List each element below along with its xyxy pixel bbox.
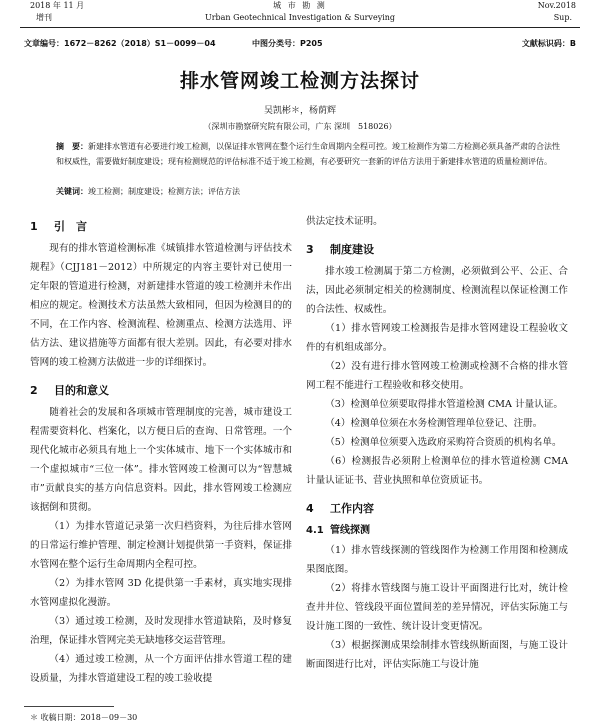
section-3-title: 制度建设 (330, 243, 374, 256)
section-4-1-number: 4.1 (306, 525, 324, 536)
section-4-number: 4 (306, 502, 314, 515)
section-3-paragraph: 排水竣工检测属于第二方检测，必须做到公平、公正、合法，因此必须制定相关的检测制度、检测流程以保证检测工作的合法性、权威性。 (306, 266, 568, 315)
issue-supplement-en: Sup. (553, 13, 572, 22)
affiliation: （深圳市勘察研究院有限公司，广东 深圳 518026） (203, 122, 397, 131)
section-4-1-item-1: （1）排水管线探测的管线图作为检测工作用图和检测成果图底图。 (306, 545, 568, 575)
right-column (306, 212, 568, 674)
classification-number: 中图分类号：P205 (252, 39, 323, 48)
section-2-number: 2 (30, 384, 38, 397)
section-4-1-heading (306, 521, 568, 540)
section-2-item-1: （1）为排水管道记录第一次归档资料，为往后排水管网的日常运行维护管理、制定检测计划提供第一手资料，保证排水管网在整个运行生命周期内全程可控。 (30, 521, 292, 570)
footnote-rule (24, 706, 114, 707)
article-number: 文章编号：1672－8262（2018）S1－0099－04 (24, 39, 216, 48)
keywords-text: 竣工检测；制度建设；检测方法；评估方法 (88, 187, 240, 196)
section-1-paragraph: 现有的排水管道检测标准《城镇排水管道检测与评估技术规程》（CJJ181－2012）中所规定的内容主要针对已使用一定年限的管道进行检测，对新建排水管道的竣工检测并未作出相应的规定。检测技术方法虽然大致相同，但因为检测目的的不同，在工作内容、检测流程、检测重点、检测方法选用、评估方法、建议措施等方面都有很大差别。因此，有必要对排水管网的竣工检测方法做进一步的详细探讨。 (30, 243, 292, 368)
section-3-item-5: （5）检测单位须要入选政府采购符合资质的机构名单。 (325, 437, 562, 448)
keywords (56, 184, 564, 199)
left-column (30, 212, 292, 688)
authors: 吴凯彬＊，杨荫辉 (263, 106, 336, 116)
issue-date: 2018 年 11 月 (30, 1, 85, 10)
abstract-label: 摘 要： (56, 142, 88, 151)
section-2-title: 目的和意义 (54, 384, 109, 397)
section-3-heading (306, 240, 568, 259)
continued-paragraph: 供法定技术证明。 (306, 216, 383, 227)
document-code: 文献标识码：B (521, 39, 576, 48)
section-1-number: 1 (30, 220, 38, 233)
abstract (56, 139, 564, 169)
section-1-title: 引 言 (54, 220, 87, 233)
section-3-item-4: （4）检测单位须在水务检测管理单位登记、注册。 (325, 418, 543, 429)
issue-supplement: 增刊 (36, 13, 52, 22)
section-2-paragraph: 随着社会的发展和各项城市管理制度的完善，城市建设工程需要资料化、档案化，以方便日后的查询、日常管理。一个现代化城市必须具有地上一个实体城市、地下一个实体城市和一个虚拟城市“三位一体”。排水管网竣工检测可以为“智慧城市”贡献良实的基方向信息资料。因此，排水管网竣工检测应该据倒和贯彻。 (30, 407, 292, 513)
section-1-heading (30, 217, 292, 236)
section-2-item-3: （3）通过竣工检测，及时发现排水管道缺陷，及时修复治理，保证排水管网完美无缺地移交运营管理。 (30, 616, 292, 646)
section-2-item-4: （4）通过竣工检测，从一个方面评估排水管道工程的建设质量，为排水管道建设工程的竣工验收提 (30, 654, 292, 684)
abstract-text: 新建排水管道有必要进行竣工检测，以保证排水管网在整个运行生命周期内全程可控。竣工检测作为第二方检测必须具备严肃的合法性和权威性，需要做好制度建设；现有检测规范的评估标准不适于竣工检测，有必要研究一套新的评估方法用于新建排水管道的质量检测评估。 (56, 142, 560, 166)
section-4-1-item-3: （3）根据探测成果绘制排水管线纵断面图，与施工设计断面图进行比对，评估实际施工与设计施 (306, 640, 568, 670)
section-3-item-1: （1）排水管网竣工检测报告是排水管网建设工程验收文件的有机组成部分。 (306, 323, 568, 353)
journal-title-cn: 城 市 勘 测 (273, 1, 327, 10)
journal-title-en: Urban Geotechnical Investigation & Surveying (204, 13, 396, 22)
received-date-footnote: ＊ 收稿日期：2018－09－30 (30, 713, 138, 722)
issue-date-en: Nov.2018 (537, 1, 576, 10)
header-rule (20, 27, 580, 28)
section-3-number: 3 (306, 243, 314, 256)
section-4-1-title: 管线探测 (330, 525, 370, 536)
section-2-item-2: （2）为排水管网 3D 化提供第一手素材，真实地实现排水管网虚拟化漫游。 (30, 578, 292, 608)
running-header (0, 0, 600, 26)
section-2-heading (30, 381, 292, 400)
article-title: 排水管网竣工检测方法探讨 (179, 70, 420, 92)
section-3-item-2: （2）没有进行排水管网竣工检测或检测不合格的排水管网工程不能进行工程验收和移交使用。 (306, 361, 568, 391)
section-3-item-3: （3）检测单位须要取得排水管道检测 CMA 计量认证。 (325, 399, 563, 410)
section-4-1-item-2: （2）将排水管线图与施工设计平面图进行比对，统计检查井井位、管线段平面位置间差的差异情况，评估实际施工与设计施工图的一致性、统计设计变更情况。 (306, 583, 568, 632)
keywords-label: 关键词： (56, 187, 88, 196)
section-4-heading (306, 499, 568, 518)
section-3-item-6: （6）检测报告必须附上检测单位的排水管道检测 CMA 计量认证证书、营业执照和单位资质证书。 (306, 456, 568, 486)
section-4-title: 工作内容 (330, 502, 374, 515)
